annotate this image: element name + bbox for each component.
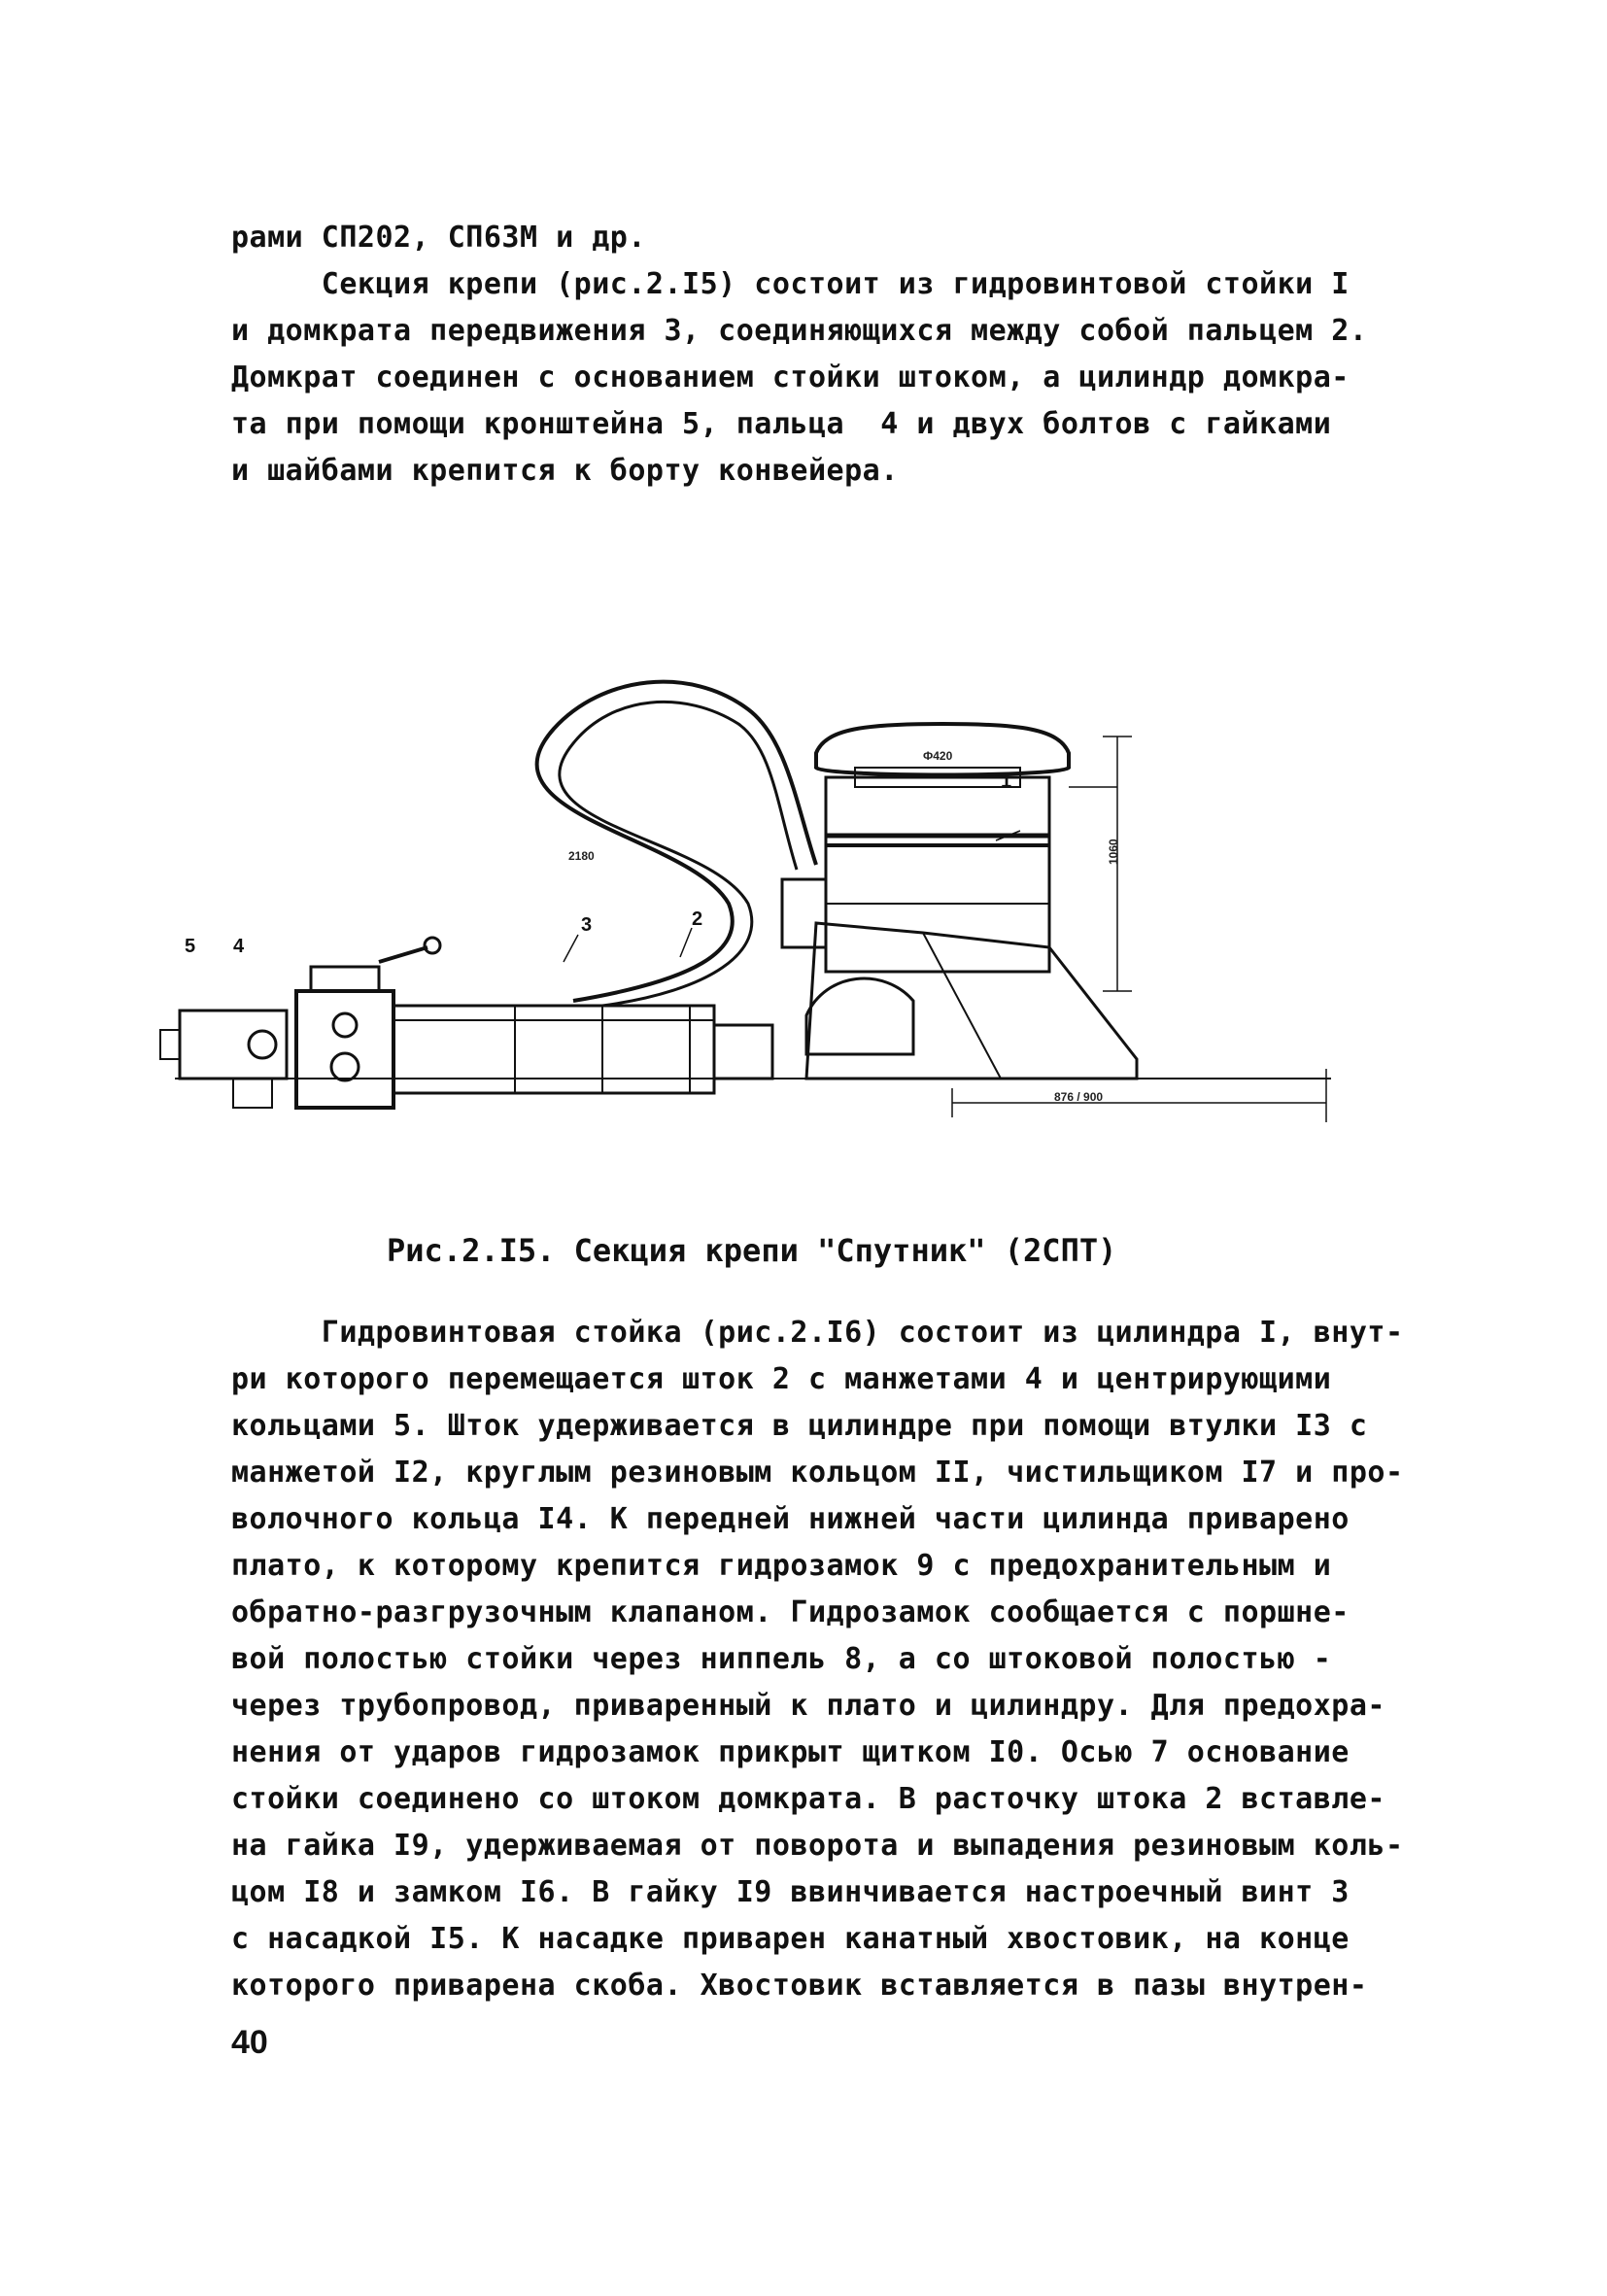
body-line-12: на гайка I9, удерживаемая от поворота и выпадения резиновым коль-: [231, 1829, 1404, 1863]
intro-line-5: та при помощи кронштейна 5, пальца 4 и двух болтов с гайками: [231, 407, 1332, 441]
body-line-14: с насадкой I5. К насадке приварен канатный хвостовик, на конце: [231, 1922, 1350, 1956]
intro-line-6: и шайбами крепится к борту конвейера.: [231, 454, 899, 488]
body-line-1: Гидровинтовая стойка (рис.2.I6) состоит из цилиндра I, внут-: [231, 1316, 1404, 1350]
body-line-15: которого приварена скоба. Хвостовик вставляется в пазы внутрен-: [231, 1969, 1368, 2003]
figure-caption: Рис.2.I5. Секция крепи "Спутник" (2СПТ): [387, 1232, 1117, 1269]
body-line-6: плато, к которому крепится гидрозамок 9 с предохранительным и: [231, 1549, 1332, 1583]
body-line-2: ри которого перемещается шток 2 с манжетами 4 и центрирующими: [231, 1362, 1332, 1396]
figure-support-section: [146, 670, 1341, 1137]
body-line-10: нения от ударов гидрозамок прикрыт щитком I0. Осью 7 основание: [231, 1735, 1350, 1769]
figure-drawing: [146, 670, 1341, 1137]
body-line-8: вой полостью стойки через ниппель 8, а со штоковой полостью -: [231, 1642, 1332, 1676]
figure-label-4: 4: [233, 936, 245, 957]
figure-label-3: 3: [581, 914, 593, 936]
figure-label-5: 5: [185, 936, 196, 957]
body-line-9: через трубопровод, приваренный к плато и цилиндру. Для предохра-: [231, 1689, 1385, 1723]
body-line-11: стойки соединено со штоком домкрата. В расточку штока 2 вставле-: [231, 1782, 1385, 1816]
body-line-5: волочного кольца I4. К передней нижней части цилинда приварено: [231, 1502, 1350, 1536]
body-line-7: обратно-разгрузочным клапаном. Гидрозамок сообщается с поршне-: [231, 1595, 1350, 1629]
dimension-height: 1060: [1107, 839, 1120, 865]
intro-line-3: и домкрата передвижения 3, соединяющихся между собой пальцем 2.: [231, 314, 1368, 348]
figure-label-1: 1: [1001, 771, 1012, 792]
body-line-13: цом I8 и замком I6. В гайку I9 ввинчивается настроечный винт 3: [231, 1875, 1350, 1909]
dimension-base: 876 / 900: [1054, 1090, 1104, 1104]
body-line-3: кольцами 5. Шток удерживается в цилиндре при помощи втулки I3 с: [231, 1409, 1368, 1443]
dimension-diameter: Ф420: [923, 749, 953, 763]
body-line-4: манжетой I2, круглым резиновым кольцом II, чистильщиком I7 и про-: [231, 1456, 1404, 1490]
intro-line-1: рами СП202, СП63М и др.: [231, 221, 646, 255]
page-number: 40: [231, 2024, 268, 2061]
dimension-length: 2180: [568, 849, 595, 863]
intro-line-2: Секция крепи (рис.2.I5) состоит из гидровинтовой стойки I: [231, 267, 1350, 301]
figure-label-2: 2: [692, 908, 703, 930]
intro-line-4: Домкрат соединен с основанием стойки штоком, а цилиндр домкра-: [231, 360, 1350, 394]
